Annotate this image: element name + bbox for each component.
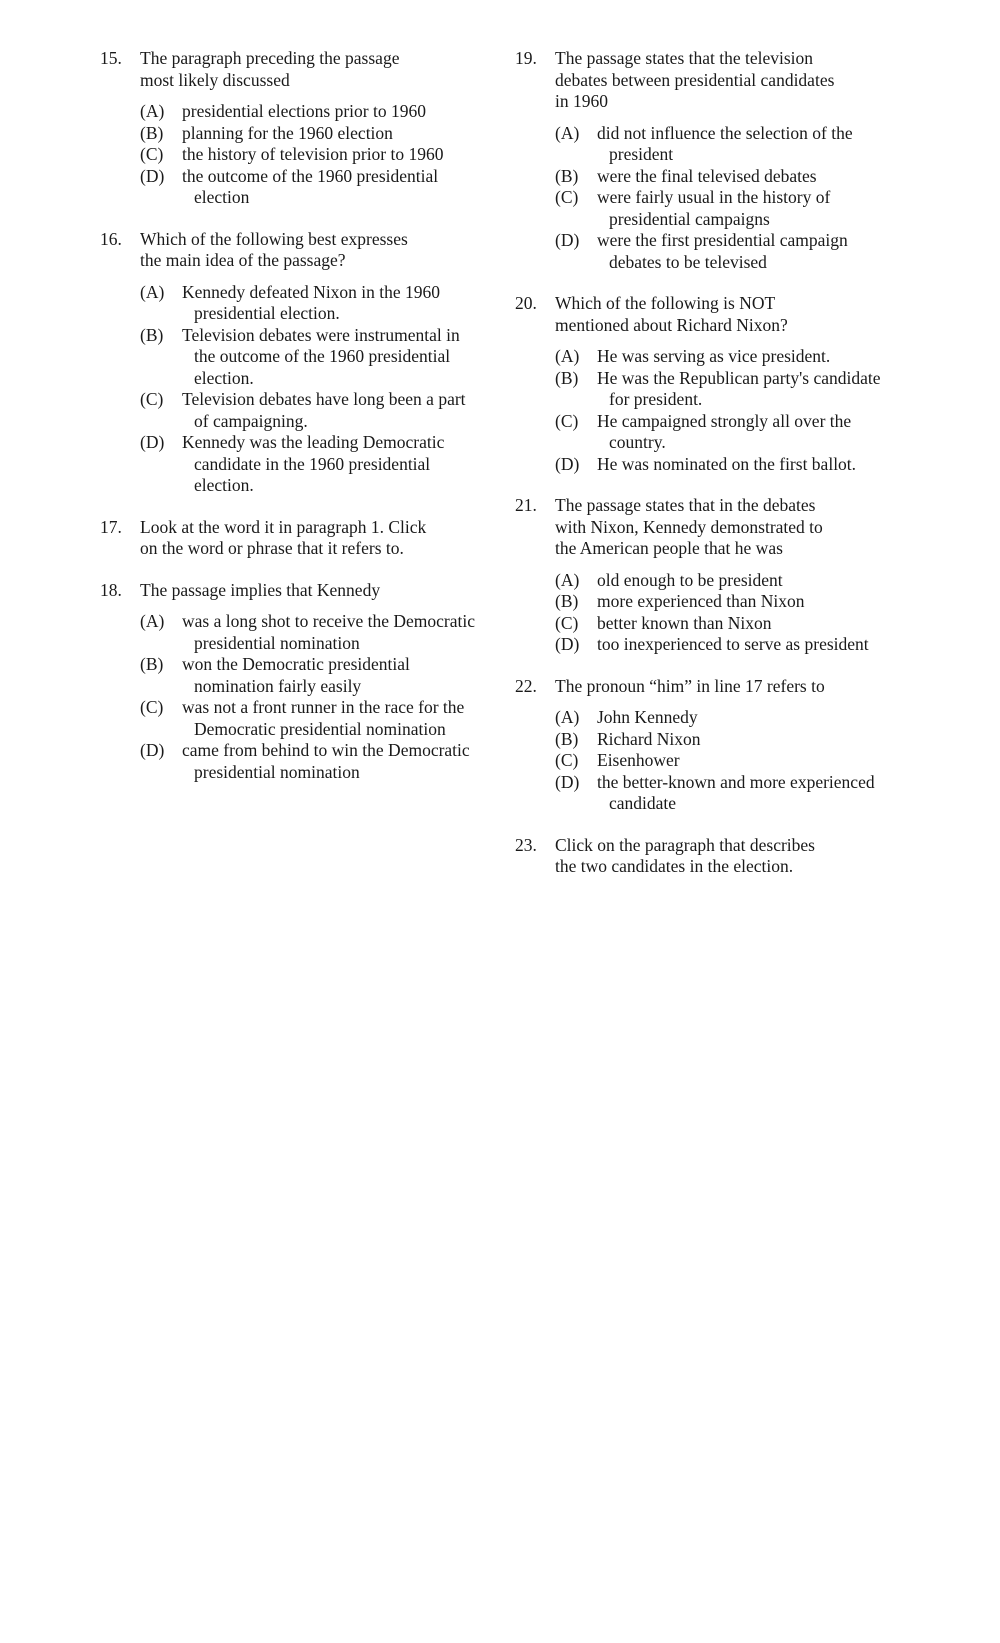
question-text: The paragraph preceding the passage most likely discussed <box>140 48 400 90</box>
question-15 <box>100 48 480 209</box>
option-text: Kennedy defeated Nixon in the 1960 presidential election. <box>182 281 441 323</box>
question-16 <box>100 229 480 497</box>
option-letter: (B) <box>555 591 579 611</box>
option-text: presidential elections prior to 1960 <box>182 101 426 121</box>
option-text: were fairly usual in the history of presidential campaigns <box>597 187 831 229</box>
question-stem <box>100 229 480 272</box>
question-18 <box>100 580 480 784</box>
answer-option[interactable] <box>140 123 480 145</box>
option-text: were the first presidential campaign debates to be televised <box>597 230 848 272</box>
answer-option[interactable] <box>140 654 480 697</box>
option-letter: (A) <box>555 707 580 727</box>
option-letter: (A) <box>140 611 165 631</box>
option-letter: (A) <box>555 346 580 366</box>
option-letter: (D) <box>555 771 580 792</box>
answer-options <box>140 101 480 209</box>
question-20 <box>515 293 890 475</box>
option-text: were the final televised debates <box>597 165 817 186</box>
option-letter: (B) <box>140 654 164 674</box>
answer-option[interactable] <box>140 166 480 209</box>
option-text: John Kennedy <box>597 707 698 727</box>
question-text: The passage states that the television debates between presidential candidates in 1960 <box>555 48 835 111</box>
question-21 <box>515 495 890 656</box>
answer-option[interactable] <box>140 432 480 497</box>
option-text: old enough to be president <box>597 569 783 590</box>
answer-options <box>555 123 890 274</box>
answer-option[interactable] <box>555 750 890 772</box>
question-text: Click on the paragraph that describes the two candidates in the election. <box>555 834 815 876</box>
option-letter: (C) <box>555 410 579 431</box>
option-text: He campaigned strongly all over the country. <box>597 410 852 452</box>
option-text: the outcome of the 1960 presidential election <box>182 165 439 207</box>
option-letter: (B) <box>555 165 579 186</box>
question-text: The passage states that in the debates with Nixon, Kennedy demonstrated to the American people that he was <box>555 495 823 558</box>
question-stem <box>515 293 890 336</box>
option-text: did not influence the selection of the president <box>597 122 853 164</box>
right-column <box>515 48 890 898</box>
answer-option[interactable] <box>140 144 480 166</box>
answer-options <box>555 707 890 815</box>
answer-option[interactable] <box>555 368 890 411</box>
option-letter: (C) <box>140 144 164 164</box>
option-letter: (D) <box>555 634 580 654</box>
option-letter: (D) <box>140 740 165 760</box>
question-number: 22. <box>515 675 537 696</box>
option-letter: (A) <box>140 281 165 302</box>
option-letter: (D) <box>140 165 165 186</box>
option-letter: (C) <box>140 389 164 409</box>
question-number: 18. <box>100 579 122 600</box>
option-letter: (A) <box>555 122 580 143</box>
option-letter: (D) <box>555 453 580 474</box>
question-stem <box>100 580 480 602</box>
question-number: 19. <box>515 48 537 68</box>
question-text: The pronoun “him” in line 17 refers to <box>555 675 825 696</box>
option-text: Television debates have long been a part of campaigning. <box>182 389 466 431</box>
option-text: Richard Nixon <box>597 728 701 749</box>
question-stem <box>100 517 480 560</box>
option-text: came from behind to win the Democratic presidential nomination <box>182 740 470 782</box>
option-text: Television debates were instrumental in the outcome of the 1960 presidential election. <box>182 324 460 388</box>
answer-option[interactable] <box>555 230 890 273</box>
answer-option[interactable] <box>555 187 890 230</box>
option-letter: (A) <box>140 101 165 121</box>
answer-options <box>555 570 890 656</box>
question-22 <box>515 676 890 815</box>
question-17 <box>100 517 480 560</box>
answer-option[interactable] <box>140 101 480 123</box>
question-text: Look at the word it in paragraph 1. Click on the word or phrase that it refers to. <box>140 516 427 558</box>
option-text: He was the Republican party's candidate for president. <box>597 367 881 409</box>
question-stem <box>515 676 890 698</box>
answer-options <box>140 282 480 497</box>
option-text: more experienced than Nixon <box>597 591 805 611</box>
answer-option[interactable] <box>555 591 890 613</box>
question-number: 17. <box>100 516 122 537</box>
option-text: Eisenhower <box>597 750 680 770</box>
answer-option[interactable] <box>555 454 890 476</box>
answer-options <box>555 346 890 475</box>
option-letter: (A) <box>555 569 580 590</box>
question-number: 21. <box>515 495 537 515</box>
answer-option[interactable] <box>140 325 480 390</box>
option-letter: (C) <box>555 187 579 207</box>
question-number: 20. <box>515 293 537 313</box>
option-letter: (C) <box>555 750 579 770</box>
option-text: won the Democratic presidential nomination fairly easily <box>182 654 410 696</box>
answer-option[interactable] <box>555 570 890 592</box>
answer-option[interactable] <box>555 411 890 454</box>
question-number: 23. <box>515 834 537 855</box>
answer-options <box>140 611 480 783</box>
option-text: better known than Nixon <box>597 612 772 633</box>
option-text: He was serving as vice president. <box>597 346 831 366</box>
option-letter: (B) <box>140 122 164 143</box>
question-stem <box>515 48 890 113</box>
question-stem <box>515 835 890 878</box>
answer-option[interactable] <box>555 613 890 635</box>
answer-option[interactable] <box>555 634 890 656</box>
answer-option[interactable] <box>140 740 480 783</box>
answer-option[interactable] <box>140 697 480 740</box>
option-letter: (B) <box>140 324 164 345</box>
question-number: 15. <box>100 48 122 68</box>
question-number: 16. <box>100 228 122 249</box>
answer-option[interactable] <box>555 123 890 166</box>
option-text: the history of television prior to 1960 <box>182 144 444 164</box>
option-letter: (B) <box>555 728 579 749</box>
option-letter: (B) <box>555 367 579 388</box>
answer-option[interactable] <box>140 611 480 654</box>
question-text: Which of the following best expresses the main idea of the passage? <box>140 228 408 270</box>
question-text: The passage implies that Kennedy <box>140 579 381 600</box>
option-letter: (D) <box>140 432 165 452</box>
option-letter: (C) <box>555 612 579 633</box>
question-stem <box>515 495 890 560</box>
answer-option[interactable] <box>555 166 890 188</box>
answer-option[interactable] <box>140 282 480 325</box>
option-letter: (C) <box>140 697 164 717</box>
option-text: too inexperienced to serve as president <box>597 634 869 654</box>
option-text: was a long shot to receive the Democratic presidential nomination <box>182 611 476 653</box>
option-text: the better-known and more experienced candidate <box>597 771 875 813</box>
question-text: Which of the following is NOT mentioned about Richard Nixon? <box>555 293 788 335</box>
question-23 <box>515 835 890 878</box>
answer-option[interactable] <box>555 772 890 815</box>
answer-option[interactable] <box>555 346 890 368</box>
option-letter: (D) <box>555 230 580 250</box>
question-19 <box>515 48 890 273</box>
left-column <box>100 48 480 803</box>
question-stem <box>100 48 480 91</box>
option-text: planning for the 1960 election <box>182 122 393 143</box>
option-text: Kennedy was the leading Democratic candidate in the 1960 presidential election. <box>182 432 445 495</box>
answer-option[interactable] <box>140 389 480 432</box>
answer-option[interactable] <box>555 729 890 751</box>
option-text: He was nominated on the first ballot. <box>597 453 857 474</box>
option-text: was not a front runner in the race for the Democratic presidential nomination <box>182 697 465 739</box>
answer-option[interactable] <box>555 707 890 729</box>
